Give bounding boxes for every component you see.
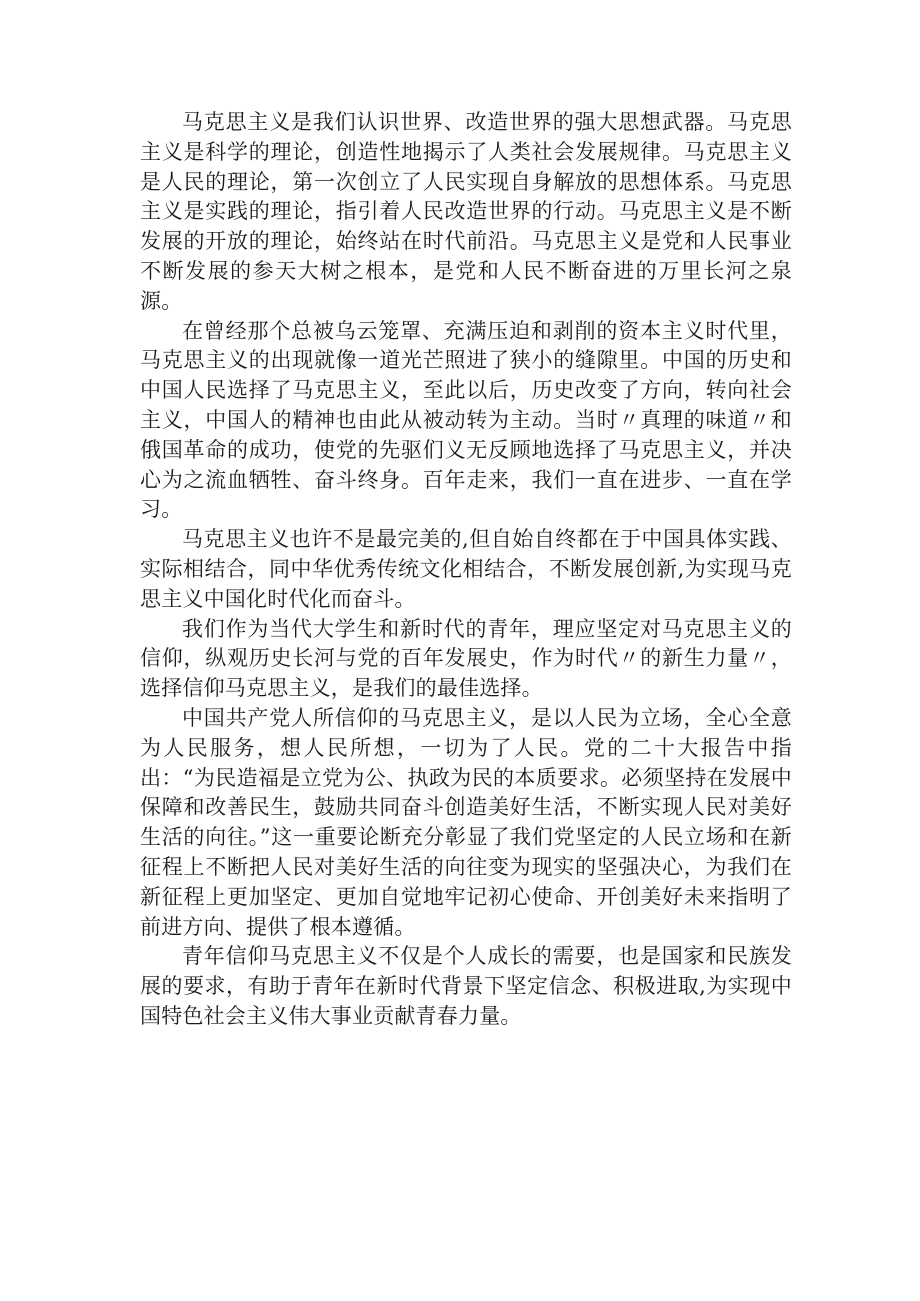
paragraph-6: 青年信仰马克思主义不仅是个人成长的需要，也是国家和民族发展的要求，有助于青年在新时代背景下坚定信念、积极进取,为实现中国特色社会主义伟大事业贡献青春力量。 <box>140 944 792 1028</box>
paragraph-3: 马克思主义也许不是最完美的,但自始自终都在于中国具体实践、实际相结合，同中华优秀传统文化相结合，不断发展创新,为实现马克思主义中国化时代化而奋斗。 <box>140 527 792 611</box>
document-body <box>140 108 792 1032</box>
paragraph-2: 在曾经那个总被乌云笼罩、充满压迫和剥削的资本主义时代里，马克思主义的出现就像一道光芒照进了狭小的缝隙里。中国的历史和中国人民选择了马克思主义，至此以后，历史改变了方向，转向社会主义，中国人的精神也由此从被动转为主动。当时〃真理的味道〃和俄国革命的成功，使党的先驱们义无反顾地选择了马克思主义，并决心为之流血牺牲、奋斗终身。百年走来，我们一直在进步、一直在学习。 <box>140 318 792 522</box>
paragraph-5: 中国共产党人所信仰的马克思主义，是以人民为立场，全心全意为人民服务，想人民所想，一切为了人民。党的二十大报告中指出：“为民造福是立党为公、执政为民的本质要求。必须坚持在发展中保障和改善民生，鼓励共同奋斗创造美好生活，不断实现人民对美好生活的向往。”这一重要论断充分彰显了我们党坚定的人民立场和在新征程上不断把人民对美好生活的向往变为现实的坚强决心，为我们在新征程上更加坚定、更加自觉地牢记初心使命、开创美好未来指明了前进方向、提供了根本遵循。 <box>140 705 792 939</box>
paragraph-4: 我们作为当代大学生和新时代的青年，理应坚定对马克思主义的信仰，纵观历史长河与党的百年发展史，作为时代〃的新生力量〃，选择信仰马克思主义，是我们的最佳选择。 <box>140 616 792 701</box>
paragraph-1: 马克思主义是我们认识世界、改造世界的强大思想武器。马克思主义是科学的理论，创造性地揭示了人类社会发展规律。马克思主义是人民的理论，第一次创立了人民实现自身解放的思想体系。马克思主义是实践的理论，指引着人民改造世界的行动。马克思主义是不断发展的开放的理论，始终站在时代前沿。马克思主义是党和人民事业不断发展的参天大树之根本，是党和人民不断奋进的万里长河之泉源。 <box>140 110 792 313</box>
